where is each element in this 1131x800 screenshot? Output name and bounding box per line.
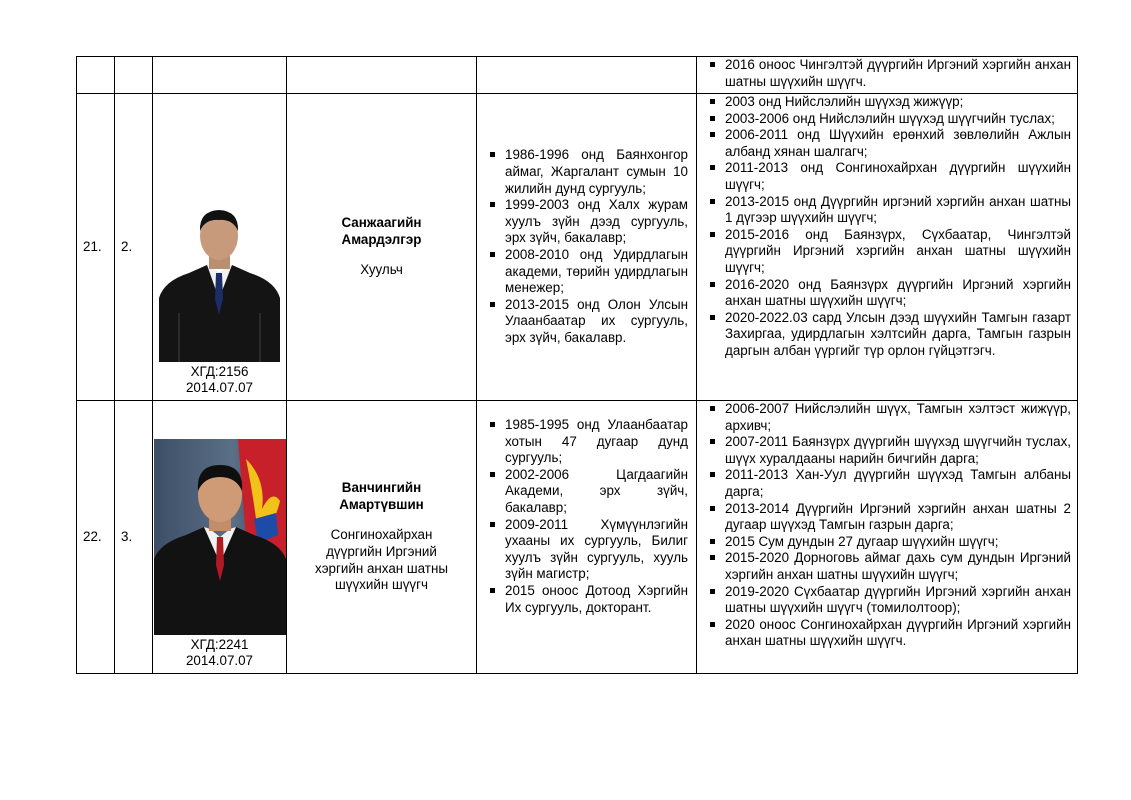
list-item: 2011-2013 Хан-Уул дүүргийн шүүхэд Тамгын албаны дарга;: [703, 467, 1071, 500]
table-row: [77, 94, 1078, 401]
list-item: 2015 Сум дундын 27 дугаар шүүхийн шүүгч;: [703, 534, 1071, 551]
table-row-continuation: [77, 57, 1078, 94]
list-item: 2003-2006 онд Нийслэлийн шүүхэд шүүгчийн туслах;: [703, 111, 1071, 128]
person-name: Амартүвшин: [339, 496, 424, 512]
person-position: Сонгинохайрхан дүүргийн Иргэний хэргийн анхан шатны шүүхийн шүүгч: [315, 527, 448, 593]
name-cell: [287, 57, 477, 94]
decree-date: 2014.07.07: [185, 653, 254, 669]
list-item: 2015-2020 Дорноговь аймаг дахь сум дундын Иргэний хэргийн анхан шатны шүүхийн шүүгч;: [703, 550, 1071, 583]
index-cell: [77, 57, 115, 94]
row-subindex: 3.: [115, 401, 153, 674]
person-name: Амардэлгэр: [341, 231, 422, 247]
career-cell: [697, 401, 1078, 674]
list-item: 2011-2013 онд Сонгинохайрхан дүүргийн шүүхийн шүүгч;: [703, 160, 1071, 193]
list-item: 2019-2020 Сүхбаатар дүүргийн Иргэний хэргийн анхан шатны шүүхийн шүүгч (томилолтоор);: [703, 584, 1071, 617]
decree-date: 2014.07.07: [185, 380, 254, 396]
list-item: 2002-2006 Цагдаагийн Академи, эрх зүйч, бакалавр;: [485, 467, 688, 517]
list-item: 2020-2022.03 сард Улсын дээд шүүхийн Тамгын газарт Захиргаа, удирдлагын хэлтсийн дарга, Тамгын газрын даргын албан үүргийг түр орлон гүйцэтгэгч.: [703, 310, 1071, 360]
decree-number: ХГД:2241: [190, 636, 249, 652]
list-item: 2015 оноос Дотоод Хэргийн Их сургууль, докторант.: [485, 583, 688, 616]
list-item: 2013-2014 Дүүргийн Иргэний хэргийн анхан шатны 2 дугаар шүүхэд Тамгын газрын дарга;: [703, 501, 1071, 534]
career-list: [703, 401, 1071, 650]
decree-number: ХГД:2156: [190, 363, 249, 379]
education-cell: [477, 94, 697, 401]
list-item: 2008-2010 онд Удирдлагын академи, төрийн удирдлагын менежер;: [485, 247, 688, 297]
list-item: 2016-2020 онд Баянзүрх дүүргийн Иргэний хэргийн анхан шатны шүүхийн шүүгч;: [703, 277, 1071, 310]
judges-table: [76, 56, 1078, 674]
list-item: 2006-2007 Нийслэлийн шүүх, Тамгын хэлтэст жижүүр, архивч;: [703, 401, 1071, 434]
row-index: 21.: [77, 94, 115, 401]
table-row: [77, 401, 1078, 674]
education-cell: [477, 401, 697, 674]
row-subindex: 2.: [115, 94, 153, 401]
judge-portrait-photo: [154, 439, 286, 635]
list-item: 2015-2016 онд Баянзүрх, Сүхбаатар, Чингэлтэй дүүргийн Иргэний хэргийн анхан шатны шүүхийн шүүгч;: [703, 227, 1071, 277]
person-surname: Санжаагийн: [341, 215, 422, 231]
photo-cell: [153, 57, 287, 94]
list-item: 2016 оноос Чингэлтэй дүүргийн Иргэний хэргийн анхан шатны шүүхийн шүүгч.: [703, 57, 1071, 90]
list-item: 2013-2015 онд Олон Улсын Улаанбаатар их сургууль, эрх зүйч, бакалавр.: [485, 297, 688, 347]
list-item: 1985-1995 онд Улаанбаатар хотын 47 дугаар дунд сургууль;: [485, 417, 688, 467]
list-item: 1999-2003 онд Халх журам хуулъ зүйн дээд сургууль, эрх зүйч, бакалавр;: [485, 197, 688, 247]
education-list: [485, 147, 688, 346]
photo-cell: [153, 94, 287, 401]
name-cell: [287, 94, 477, 401]
career-cell: [697, 94, 1078, 401]
row-index: 22.: [77, 401, 115, 674]
person-surname: Ванчингийн: [341, 480, 422, 496]
photo-cell: [153, 401, 287, 674]
person-position: Хуульч: [360, 262, 403, 278]
name-cell: [287, 401, 477, 674]
list-item: 2020 оноос Сонгинохайрхан дүүргийн Иргэний хэргийн анхан шатны шүүхийн шүүгч.: [703, 617, 1071, 650]
list-item: 1986-1996 онд Баянхонгор аймаг, Жаргалант сумын 10 жилийн дунд сургууль;: [485, 147, 688, 197]
career-list: [703, 94, 1071, 360]
education-list: [485, 417, 688, 616]
education-cell: [477, 57, 697, 94]
list-item: 2006-2011 онд Шүүхийн ерөнхий зөвлөлийн Ажлын албанд хянан шалгагч;: [703, 127, 1071, 160]
list-item: 2013-2015 онд Дүүргийн иргэний хэргийн анхан шатны 1 дүгээр шүүхийн шүүгч;: [703, 194, 1071, 227]
list-item: 2009-2011 Хүмүүнлэгийн ухааны их сургууль, Билиг хуулъ зүйн сургууль, хууль зүйн магистр;: [485, 517, 688, 583]
career-cell: [697, 57, 1078, 94]
career-list: [703, 57, 1071, 90]
subindex-cell: [115, 57, 153, 94]
judge-portrait-photo: [159, 203, 280, 362]
list-item: 2007-2011 Баянзүрх дүүргийн шүүхэд шүүгчийн туслах, шүүх хуралдааны нарийн бичгийн дарга;: [703, 434, 1071, 467]
list-item: 2003 онд Нийслэлийн шүүхэд жижүүр;: [703, 94, 1071, 111]
